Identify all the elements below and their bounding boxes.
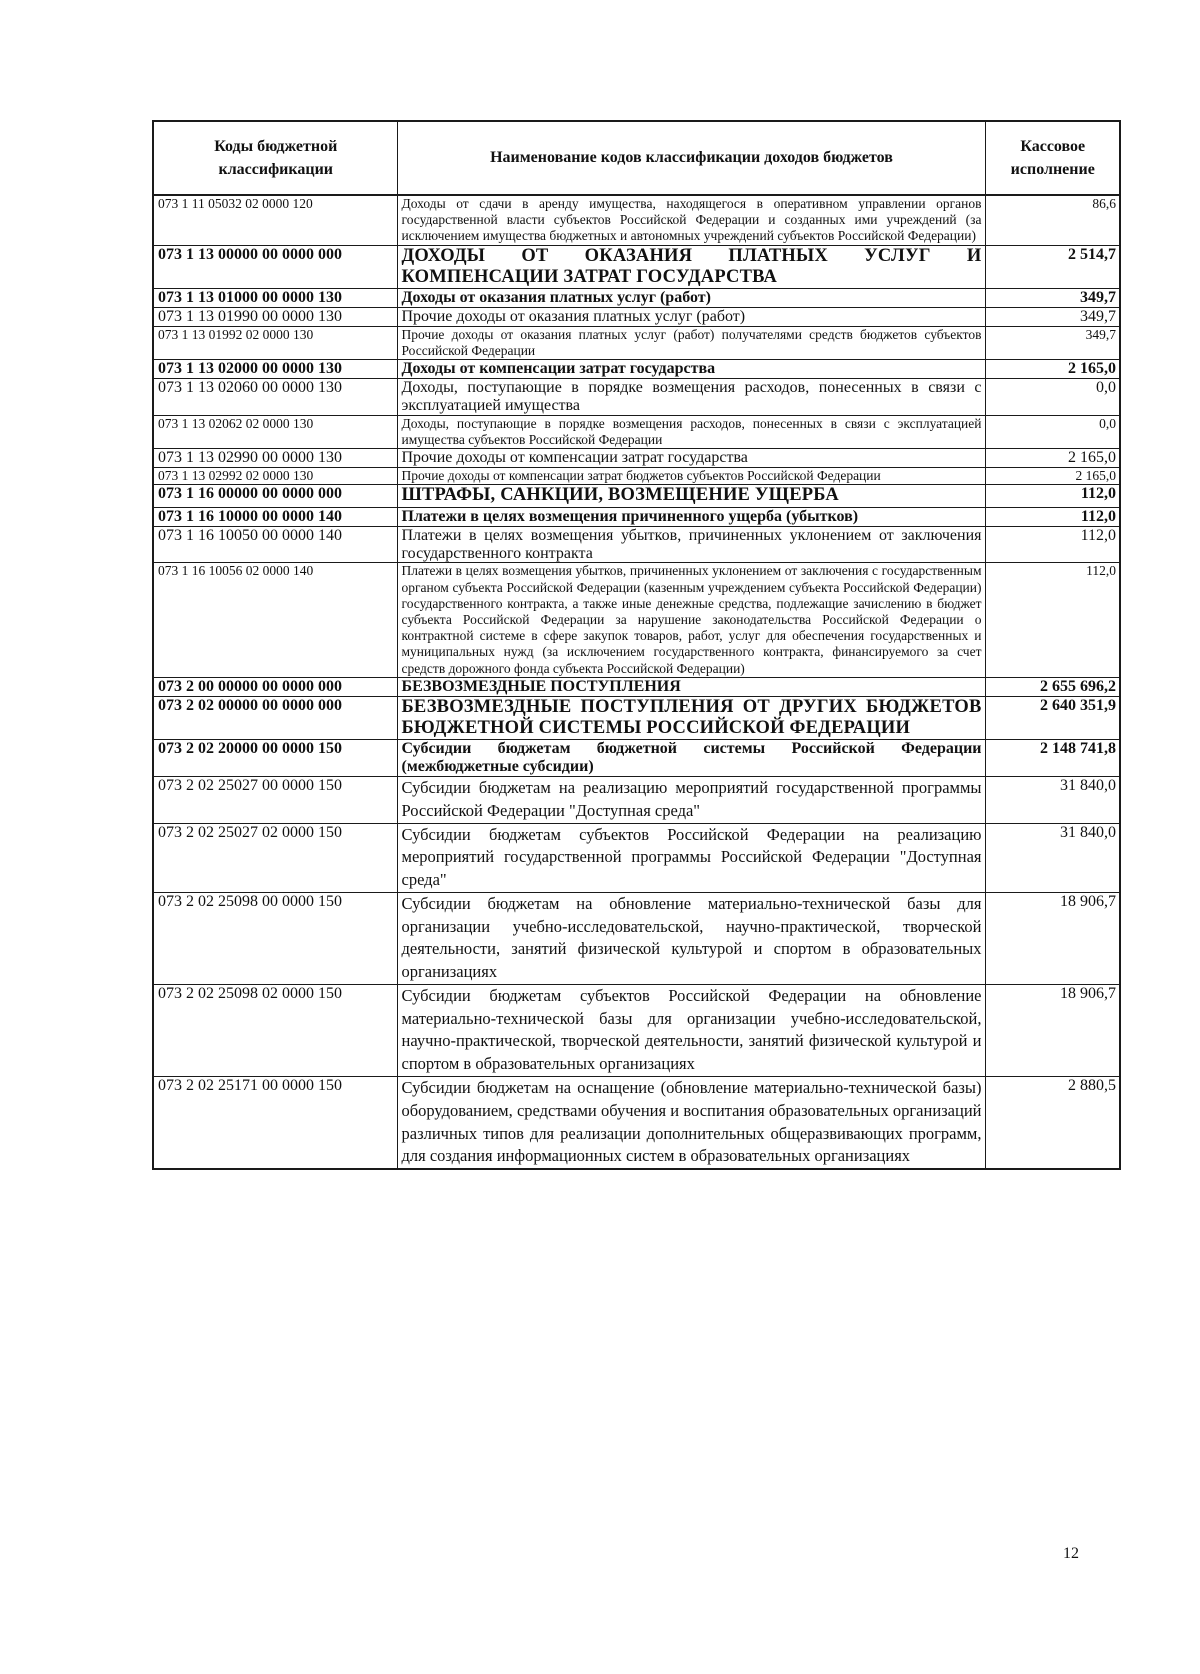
cash-execution-cell: 2 148 741,8 [985, 740, 1120, 777]
table-row [153, 379, 1120, 416]
classification-name-cell: Доходы, поступающие в порядке возмещения расходов, понесенных в связи с эксплуатацией имущества субъектов Российской Федерации [397, 416, 985, 449]
cash-execution-cell: 18 906,7 [985, 984, 1120, 1076]
classification-code-cell: 073 1 13 01000 00 0000 130 [153, 289, 397, 308]
table-row [153, 416, 1120, 449]
classification-name-cell: Доходы от оказания платных услуг (работ) [397, 289, 985, 308]
classification-code-cell: 073 1 13 01990 00 0000 130 [153, 308, 397, 327]
table-row [153, 563, 1120, 677]
classification-code-cell: 073 1 16 10000 00 0000 140 [153, 507, 397, 526]
cash-execution-cell: 18 906,7 [985, 892, 1120, 984]
cash-execution-cell: 86,6 [985, 195, 1120, 245]
classification-code-cell: 073 1 13 02992 02 0000 130 [153, 468, 397, 485]
classification-code-cell: 073 1 13 02990 00 0000 130 [153, 449, 397, 468]
table-row [153, 468, 1120, 485]
classification-code-cell: 073 1 11 05032 02 0000 120 [153, 195, 397, 245]
classification-name-cell: Доходы, поступающие в порядке возмещения расходов, понесенных в связи с эксплуатацией имущества [397, 379, 985, 416]
cash-execution-cell: 112,0 [985, 485, 1120, 507]
header-amount: Кассовое исполнение [985, 121, 1120, 195]
cash-execution-cell: 2 165,0 [985, 468, 1120, 485]
budget-classification-table [152, 120, 1121, 1170]
classification-code-cell: 073 2 02 25027 00 0000 150 [153, 777, 397, 824]
classification-name-cell: Субсидии бюджетам на реализацию мероприятий государственной программы Российской Федерации "Доступная среда" [397, 777, 985, 824]
cash-execution-cell: 349,7 [985, 308, 1120, 327]
page-number: 12 [1063, 1545, 1079, 1562]
classification-name-cell: Прочие доходы от компенсации затрат государства [397, 449, 985, 468]
classification-code-cell: 073 1 13 02060 00 0000 130 [153, 379, 397, 416]
table-row [153, 777, 1120, 824]
cash-execution-cell: 112,0 [985, 507, 1120, 526]
classification-code-cell: 073 1 13 01992 02 0000 130 [153, 326, 397, 359]
table-row [153, 485, 1120, 507]
table-row [153, 892, 1120, 984]
table-row [153, 1076, 1120, 1169]
classification-code-cell: 073 1 16 10050 00 0000 140 [153, 526, 397, 563]
classification-code-cell: 073 2 02 25027 02 0000 150 [153, 823, 397, 892]
cash-execution-cell: 349,7 [985, 326, 1120, 359]
classification-name-cell: Субсидии бюджетам на оснащение (обновление материально-технической базы) оборудованием, средствами обучения и воспитания образовательных организаций различных типов для реализации дополнительных общеразвивающих программ, для создания информационных систем в образовательных организациях [397, 1076, 985, 1169]
classification-name-cell: Платежи в целях возмещения убытков, причиненных уклонением от заключения государственного контракта [397, 526, 985, 563]
cash-execution-cell: 2 880,5 [985, 1076, 1120, 1169]
classification-name-cell: Субсидии бюджетам субъектов Российской Федерации на реализацию мероприятий государственной программы Российской Федерации "Доступная среда" [397, 823, 985, 892]
table-row [153, 449, 1120, 468]
classification-name-cell: Доходы от компенсации затрат государства [397, 360, 985, 379]
classification-code-cell: 073 2 02 00000 00 0000 000 [153, 696, 397, 740]
classification-name-cell: ШТРАФЫ, САНКЦИИ, ВОЗМЕЩЕНИЕ УЩЕРБА [397, 485, 985, 507]
table-row [153, 289, 1120, 308]
table-row [153, 696, 1120, 740]
table-row [153, 984, 1120, 1076]
cash-execution-cell: 2 655 696,2 [985, 677, 1120, 696]
table-row [153, 245, 1120, 289]
classification-code-cell: 073 2 02 25098 00 0000 150 [153, 892, 397, 984]
table-row [153, 308, 1120, 327]
cash-execution-cell: 112,0 [985, 563, 1120, 677]
classification-name-cell: Прочие доходы от оказания платных услуг (работ) [397, 308, 985, 327]
classification-code-cell: 073 1 13 00000 00 0000 000 [153, 245, 397, 289]
classification-code-cell: 073 2 00 00000 00 0000 000 [153, 677, 397, 696]
classification-name-cell: Платежи в целях возмещения причиненного ущерба (убытков) [397, 507, 985, 526]
table-row [153, 360, 1120, 379]
classification-name-cell: Прочие доходы от компенсации затрат бюджетов субъектов Российской Федерации [397, 468, 985, 485]
classification-name-cell: Субсидии бюджетам субъектов Российской Федерации на обновление материально-технической базы для организации учебно-исследовательской, научно-практической, творческой деятельности, занятий физической культурой и спортом в образовательных организациях [397, 984, 985, 1076]
cash-execution-cell: 2 514,7 [985, 245, 1120, 289]
header-name: Наименование кодов классификации доходов бюджетов [397, 121, 985, 195]
table-row [153, 326, 1120, 359]
classification-name-cell: Платежи в целях возмещения убытков, причиненных уклонением от заключения с государственным органом субъекта Российской Федерации (казенным учреждением субъекта Российской Федерации) государственного контракта, а также иные денежные средства, подлежащие зачислению в бюджет субъекта Российской Федерации за нарушение законодательства Российской Федерации о контрактной системе в сфере закупок товаров, работ, услуг для обеспечения государственных и муниципальных нужд (за исключением государственного контракта, финансируемого за счет средств дорожного фонда субъекта Российской Федерации) [397, 563, 985, 677]
cash-execution-cell: 349,7 [985, 289, 1120, 308]
cash-execution-cell: 112,0 [985, 526, 1120, 563]
classification-name-cell: Субсидии бюджетам бюджетной системы Российской Федерации (межбюджетные субсидии) [397, 740, 985, 777]
classification-code-cell: 073 2 02 25098 02 0000 150 [153, 984, 397, 1076]
table-header-row [153, 121, 1120, 195]
table-row [153, 823, 1120, 892]
table-body [153, 195, 1120, 1169]
classification-code-cell: 073 1 16 00000 00 0000 000 [153, 485, 397, 507]
cash-execution-cell: 2 165,0 [985, 360, 1120, 379]
classification-name-cell: ДОХОДЫ ОТ ОКАЗАНИЯ ПЛАТНЫХ УСЛУГ И КОМПЕНСАЦИИ ЗАТРАТ ГОСУДАРСТВА [397, 245, 985, 289]
header-code: Коды бюджетной классификации [153, 121, 397, 195]
classification-name-cell: БЕЗВОЗМЕЗДНЫЕ ПОСТУПЛЕНИЯ [397, 677, 985, 696]
classification-code-cell: 073 1 13 02000 00 0000 130 [153, 360, 397, 379]
cash-execution-cell: 0,0 [985, 416, 1120, 449]
cash-execution-cell: 2 640 351,9 [985, 696, 1120, 740]
classification-name-cell: БЕЗВОЗМЕЗДНЫЕ ПОСТУПЛЕНИЯ ОТ ДРУГИХ БЮДЖЕТОВ БЮДЖЕТНОЙ СИСТЕМЫ РОССИЙСКОЙ ФЕДЕРАЦИИ [397, 696, 985, 740]
table-row [153, 507, 1120, 526]
classification-code-cell: 073 2 02 20000 00 0000 150 [153, 740, 397, 777]
cash-execution-cell: 0,0 [985, 379, 1120, 416]
classification-name-cell: Доходы от сдачи в аренду имущества, находящегося в оперативном управлении органов государственной власти субъектов Российской Федерации и созданных ими учреждений (за исключением имущества бюджетных и автономных учреждений субъектов Российской Федерации) [397, 195, 985, 245]
cash-execution-cell: 31 840,0 [985, 823, 1120, 892]
table-row [153, 677, 1120, 696]
classification-name-cell: Прочие доходы от оказания платных услуг (работ) получателями средств бюджетов субъектов Российской Федерации [397, 326, 985, 359]
table-row [153, 195, 1120, 245]
classification-code-cell: 073 1 13 02062 02 0000 130 [153, 416, 397, 449]
classification-code-cell: 073 2 02 25171 00 0000 150 [153, 1076, 397, 1169]
classification-name-cell: Субсидии бюджетам на обновление материально-технической базы для организации учебно-исследовательской, научно-практической, творческой деятельности, занятий физической культурой и спортом в образовательных организациях [397, 892, 985, 984]
table-row [153, 526, 1120, 563]
table-row [153, 740, 1120, 777]
cash-execution-cell: 31 840,0 [985, 777, 1120, 824]
classification-code-cell: 073 1 16 10056 02 0000 140 [153, 563, 397, 677]
cash-execution-cell: 2 165,0 [985, 449, 1120, 468]
